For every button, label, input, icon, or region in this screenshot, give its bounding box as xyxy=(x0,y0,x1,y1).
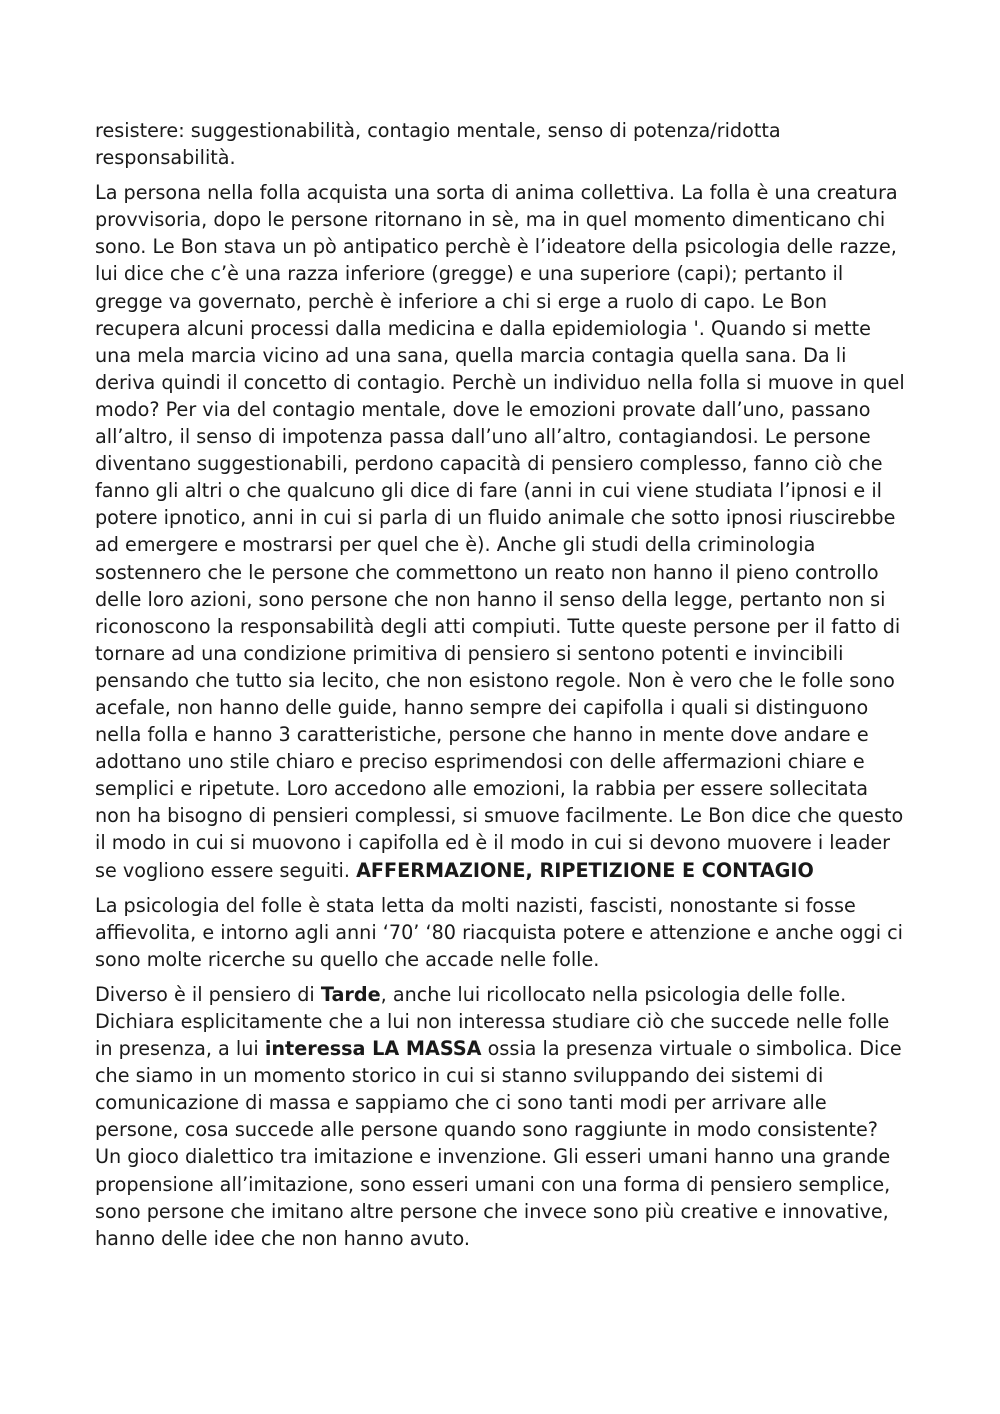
paragraph-4 xyxy=(95,981,905,1252)
text-segment: resistere: suggestionabilità, contagio mentale, senso di potenza/ridotta responsabilità. xyxy=(95,119,781,170)
paragraph-3 xyxy=(95,892,905,973)
document-page xyxy=(95,117,905,1260)
bold-heading-affermazione: AFFERMAZIONE, RIPETIZIONE E CONTAGIO xyxy=(356,858,814,882)
text-segment: La psicologia del folle è stata letta da molti nazisti, fascisti, nonostante si fosse affievolita, e intorno agli anni ‘70’ ‘80 riacquista potere e attenzione e anche oggi ci sono molte ricerche su quello che accade nelle folle. xyxy=(95,893,904,971)
text-segment: ossia la presenza virtuale o simbolica. Dice che siamo in un momento storico in cui si stanno sviluppando dei sistemi di comunicazione di massa e sappiamo che ci sono tanti modi per arrivare alle persone, cosa succede alle persone quando sono raggiunte in modo consistente? Un gioco dialettico tra imitazione e invenzione. Gli esseri umani hanno una grande propensione all’imitazione, sono esseri umani con una forma di pensiero semplice, sono persone che imitano altre persone che invece sono più creative e innovative, hanno delle idee che non hanno avuto. xyxy=(95,1037,902,1250)
text-segment: Diverso è il pensiero di xyxy=(95,982,321,1006)
bold-term-massa: interessa LA MASSA xyxy=(264,1037,482,1061)
paragraph-2 xyxy=(95,179,905,883)
bold-term-tarde: Tarde xyxy=(320,982,381,1006)
text-segment: La persona nella folla acquista una sorta di anima collettiva. La folla è una creatura provvisoria, dopo le persone ritornano in sè, ma in quel momento dimenticano chi sono. Le Bon stava un pò antipatico perchè è l’ideatore della psicologia delle razze, lui dice che c’è una razza inferiore (gregge) e una superiore (capi); pertanto il gregge va governato, perchè è inferiore a chi si erge a ruolo di capo. Le Bon recupera alcuni processi dalla medicina e dalla epidemiologia '. Quando si mette una mela marcia vicino ad una sana, quella marcia contagia quella sana. Da li deriva quindi il concetto di contagio. Perchè un individuo nella folla si muove in quel modo? Per via del contagio mentale, dove le emozioni provate dall’uno, passano all’altro, il senso di impotenza passa dall’uno all’altro, contagiandosi. Le persone diventano suggestionabili, perdono capacità di pensiero complesso, fanno ciò che fanno gli altri o che qualcuno gli dice di fare (anni in cui viene studiata l’ipnosi e il potere ipnotico, anni in cui si parla di un fluido animale che sotto ipnosi riuscirebbe ad emergere e mostrarsi per quel che è). Anche gli studi della criminologia sostennero che le persone che commettono un reato non hanno il pieno controllo delle loro azioni, sono persone che non hanno il senso della legge, pertanto non si riconoscono la responsabilità degli atti compiuti. Tutte queste persone per il fatto di tornare ad una condizione primitiva di pensiero si sentono potenti e invincibili pensando che tutto sia lecito, che non esistono regole. Non è vero che le folle sono acefale, non hanno delle guide, hanno sempre dei capifolla i quali si distinguono nella folla e hanno 3 caratteristiche, persone che hanno in mente dove andare e adottano uno stile chiaro e preciso esprimendosi con delle affermazioni chiare e semplici e ripetute. Loro accedono alle emozioni, la rabbia per essere sollecitata non ha bisogno di pensieri complessi, si smuove facilmente. Le Bon dice che questo il modo in cui si muovono i capifolla ed è il modo in cui si devono muovere i leader se vogliono essere seguiti. xyxy=(95,181,905,882)
text-segment: , anche lui ricollocato nella psicologia delle folle. Dichiara esplicitamente che a lui non interessa studiare ciò che succede nelle folle in presenza, a lui xyxy=(95,982,890,1061)
paragraph-1 xyxy=(95,117,905,171)
